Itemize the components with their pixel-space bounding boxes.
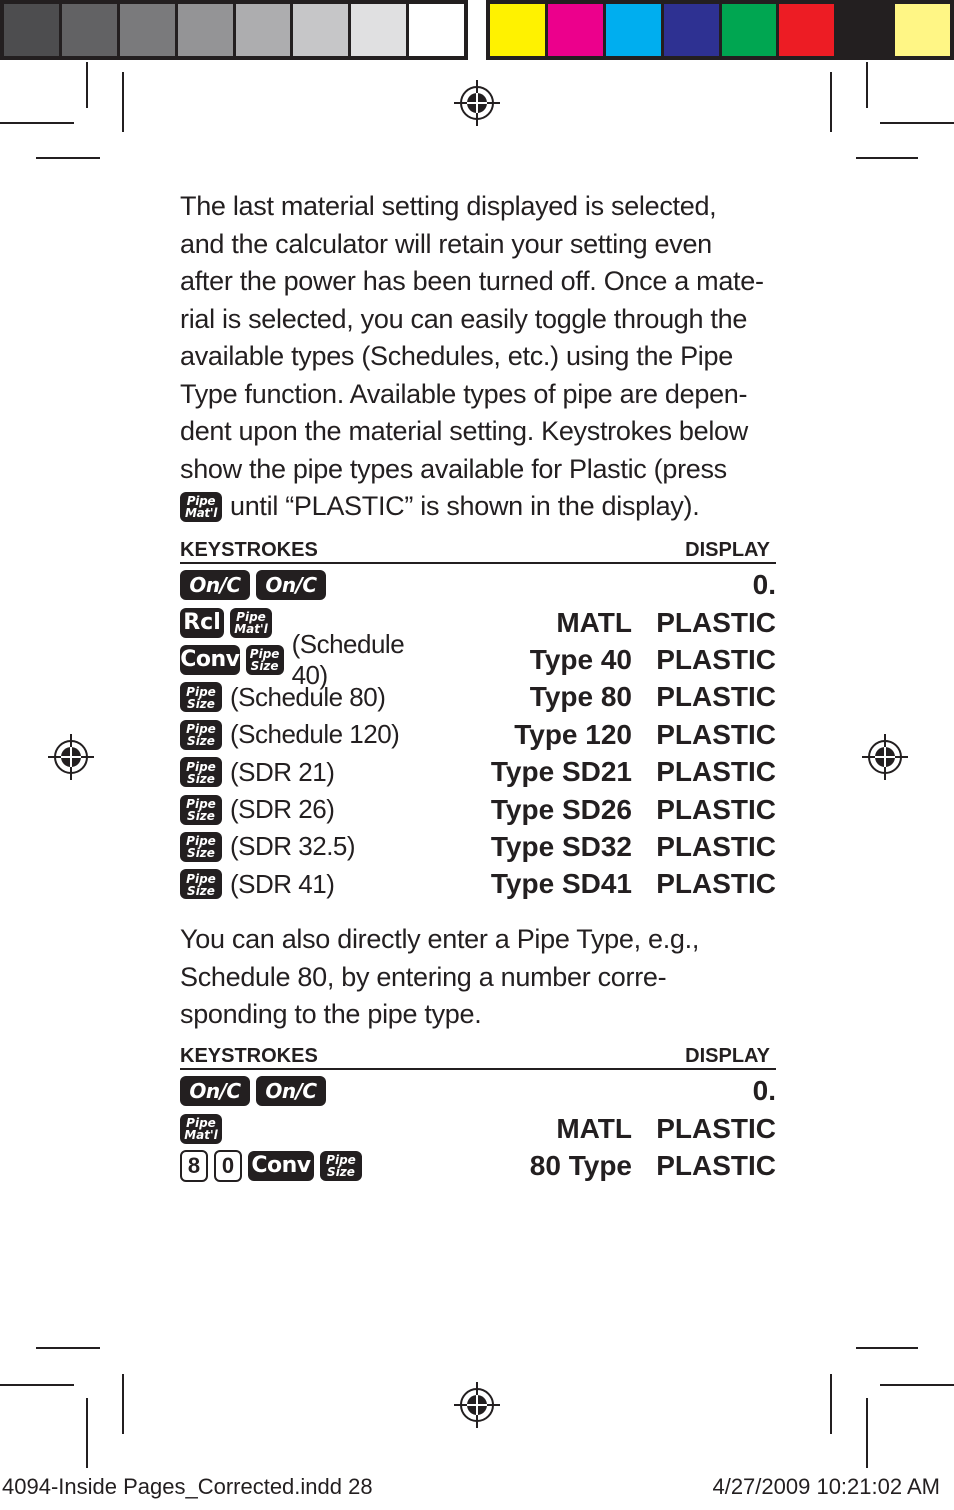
table-row	[180, 1110, 776, 1147]
key-label: Pipe	[186, 834, 216, 849]
color-swatch	[837, 4, 892, 56]
onc-key: On/C	[256, 570, 326, 600]
key-label: Pipe	[236, 610, 266, 625]
key-label: Mat'l	[184, 1128, 218, 1143]
gray-swatch	[120, 4, 175, 56]
key-label: Size	[187, 809, 215, 824]
keystrokes-header: KEYSTROKES	[180, 538, 318, 561]
pipe-size-key	[180, 682, 222, 712]
keystroke-note: (Schedule 80)	[230, 681, 386, 712]
color-swatch	[548, 4, 603, 56]
display-header: DISPLAY	[685, 1044, 770, 1067]
keystroke-cell	[180, 794, 334, 825]
display-cell	[432, 719, 776, 751]
key-label: Mat'l	[234, 622, 268, 637]
keystroke-cell	[180, 1150, 362, 1182]
gray-swatch	[62, 4, 117, 56]
key-label: Pipe	[186, 871, 216, 886]
key-label: Pipe	[186, 759, 216, 774]
text-line: available types (Schedules, etc.) using the Pipe	[180, 341, 733, 371]
text-line: You can also directly enter a Pipe Type, e.g.,	[180, 924, 700, 955]
text-line: dent upon the material setting. Keystrokes below	[180, 416, 748, 446]
registration-mark-icon	[454, 80, 500, 126]
crop-mark	[122, 1374, 124, 1434]
conv-key: Conv	[248, 1151, 314, 1181]
grayscale-color-bar	[0, 0, 468, 60]
text-line: after the power has been turned off. Once a mate-	[180, 266, 764, 296]
text-line: and the calculator will retain your setting even	[180, 228, 712, 259]
onc-key: On/C	[180, 1076, 250, 1106]
rcl-key: Rcl	[180, 608, 224, 638]
crop-mark	[0, 122, 74, 124]
key-label: Pipe	[186, 494, 216, 509]
gray-swatch	[178, 4, 233, 56]
keystroke-note: (SDR 26)	[230, 794, 335, 825]
pipe-matl-key	[180, 1114, 222, 1144]
key-label: Pipe	[186, 797, 216, 812]
key-label: Pipe	[249, 647, 280, 662]
display-value: Type SD41	[490, 868, 632, 900]
keystroke-cell	[180, 682, 385, 713]
text-line: Type function. Available types of pipe are depen-	[180, 378, 748, 409]
key-label: Pipe	[326, 1153, 356, 1168]
crop-mark	[880, 122, 954, 124]
key-label: Size	[187, 734, 215, 749]
display-value: PLASTIC	[656, 756, 776, 788]
text-line: show the pipe types available for Plastic (press	[180, 453, 727, 484]
display-cell	[432, 681, 776, 713]
display-cell	[432, 868, 776, 900]
text-line: Schedule 80, by entering a number corre-	[180, 961, 667, 992]
table-row	[180, 1147, 776, 1184]
display-value: PLASTIC	[656, 793, 776, 825]
key-label: Size	[187, 771, 215, 786]
text-line: rial is selected, you can easily toggle through the	[180, 303, 748, 334]
keystroke-cell	[180, 719, 399, 750]
display-header: DISPLAY	[685, 538, 770, 561]
display-value: PLASTIC	[656, 643, 776, 675]
pipe-size-key	[180, 757, 222, 787]
display-value: Type SD32	[490, 830, 632, 862]
table-header	[180, 538, 776, 564]
crop-mark	[856, 1347, 918, 1349]
pipe-size-key	[180, 832, 222, 862]
display-value: PLASTIC	[656, 606, 776, 638]
crop-mark	[36, 1347, 100, 1349]
pipe-size-key	[180, 795, 222, 825]
pipe-matl-key	[180, 492, 222, 522]
crop-mark	[880, 1384, 954, 1386]
text-line: The last material setting displayed is selected,	[180, 191, 717, 221]
gray-swatch	[351, 4, 406, 56]
display-value: 0.	[752, 1075, 776, 1107]
crop-mark	[866, 62, 868, 108]
key-label: Size	[187, 883, 215, 898]
table-row	[180, 679, 776, 716]
keystrokes-table-2	[180, 1044, 776, 1185]
intro-paragraph	[180, 188, 776, 526]
display-value: Type SD26	[490, 793, 632, 825]
key-label: Pipe	[186, 684, 216, 699]
key-label: Size	[187, 696, 215, 711]
display-cell	[432, 756, 776, 788]
color-swatch	[490, 4, 545, 56]
table-row	[180, 791, 776, 828]
display-value: PLASTIC	[656, 718, 776, 750]
keystroke-note: (SDR 21)	[230, 756, 335, 787]
crop-mark	[36, 157, 100, 159]
display-value: MATL	[556, 1112, 632, 1144]
crop-mark	[122, 72, 124, 132]
keystroke-cell	[180, 869, 334, 900]
display-value: PLASTIC	[656, 681, 776, 713]
crop-mark	[86, 1398, 88, 1468]
display-value: PLASTIC	[656, 1149, 776, 1181]
color-swatch	[722, 4, 777, 56]
table-row	[180, 716, 776, 753]
keystroke-note: (Schedule 40)	[291, 628, 405, 690]
key-label: Pipe	[186, 722, 216, 737]
crop-mark	[830, 1374, 832, 1434]
process-color-bar	[486, 0, 954, 60]
crop-mark	[856, 157, 918, 159]
zero-key: 0	[214, 1150, 242, 1182]
color-swatch	[895, 4, 950, 56]
table-row	[180, 567, 776, 604]
display-value: 80 Type	[529, 1149, 632, 1181]
display-cell	[632, 569, 776, 601]
file-slug: 4094-Inside Pages_Corrected.indd 28	[2, 1474, 373, 1499]
conv-key: Conv	[180, 645, 240, 675]
text-line-suffix: until “PLASTIC” is shown in the display).	[230, 491, 700, 521]
eight-key: 8	[180, 1150, 208, 1182]
crop-mark	[830, 72, 832, 132]
display-value: Type 80	[529, 681, 632, 713]
keystroke-cell	[180, 1076, 326, 1106]
table-row	[180, 1073, 776, 1110]
display-value: MATL	[556, 606, 632, 638]
gray-swatch	[293, 4, 348, 56]
color-swatch	[779, 4, 834, 56]
key-label: Pipe	[186, 1116, 216, 1131]
display-cell	[632, 1075, 776, 1107]
key-label: Size	[250, 659, 279, 674]
table-row	[180, 828, 776, 865]
pipe-size-key	[246, 645, 284, 675]
text-line: sponding to the pipe type.	[180, 999, 482, 1030]
key-label: Mat'l	[184, 506, 218, 521]
timestamp-slug: 4/27/2009 10:21:02 AM	[712, 1474, 940, 1499]
display-cell	[432, 1113, 776, 1145]
key-label: Size	[327, 1165, 355, 1180]
display-cell	[432, 794, 776, 826]
page-content	[180, 188, 776, 1185]
onc-key: On/C	[180, 570, 250, 600]
table-row	[180, 753, 776, 790]
display-cell	[432, 831, 776, 863]
crop-mark	[0, 1384, 74, 1386]
keystrokes-table-1	[180, 538, 776, 904]
table-header	[180, 1044, 776, 1070]
display-value: Type SD21	[490, 756, 632, 788]
keystroke-cell	[180, 831, 355, 862]
crop-mark	[866, 1398, 868, 1468]
registration-mark-icon	[454, 1382, 500, 1428]
display-cell	[432, 1150, 776, 1182]
crop-mark	[86, 62, 88, 108]
display-value: Type 40	[529, 643, 632, 675]
table-row	[180, 866, 776, 903]
middle-paragraph	[180, 921, 776, 1034]
keystroke-cell	[180, 1114, 222, 1144]
keystroke-note: (SDR 32.5)	[230, 831, 356, 862]
display-value: PLASTIC	[656, 830, 776, 862]
display-value: PLASTIC	[656, 868, 776, 900]
keystrokes-header: KEYSTROKES	[180, 1044, 318, 1067]
text-line	[180, 488, 776, 526]
display-value: Type 120	[514, 718, 632, 750]
keystroke-cell	[180, 570, 326, 600]
display-value: PLASTIC	[656, 1112, 776, 1144]
gray-swatch	[4, 4, 59, 56]
registration-mark-icon	[48, 734, 94, 780]
keystroke-cell	[180, 757, 334, 788]
onc-key: On/C	[256, 1076, 326, 1106]
pipe-size-key	[180, 869, 222, 899]
registration-mark-icon	[862, 734, 908, 780]
keystroke-note: (Schedule 120)	[230, 719, 400, 750]
key-label: Size	[187, 846, 215, 861]
color-swatch	[664, 4, 719, 56]
display-cell	[432, 607, 776, 639]
pipe-size-key	[320, 1151, 362, 1181]
display-value: 0.	[752, 569, 776, 601]
color-swatch	[606, 4, 661, 56]
gray-swatch	[236, 4, 291, 56]
pipe-size-key	[180, 720, 222, 750]
gray-swatch	[409, 4, 464, 56]
keystroke-note: (SDR 41)	[230, 868, 335, 899]
display-cell	[432, 644, 776, 676]
